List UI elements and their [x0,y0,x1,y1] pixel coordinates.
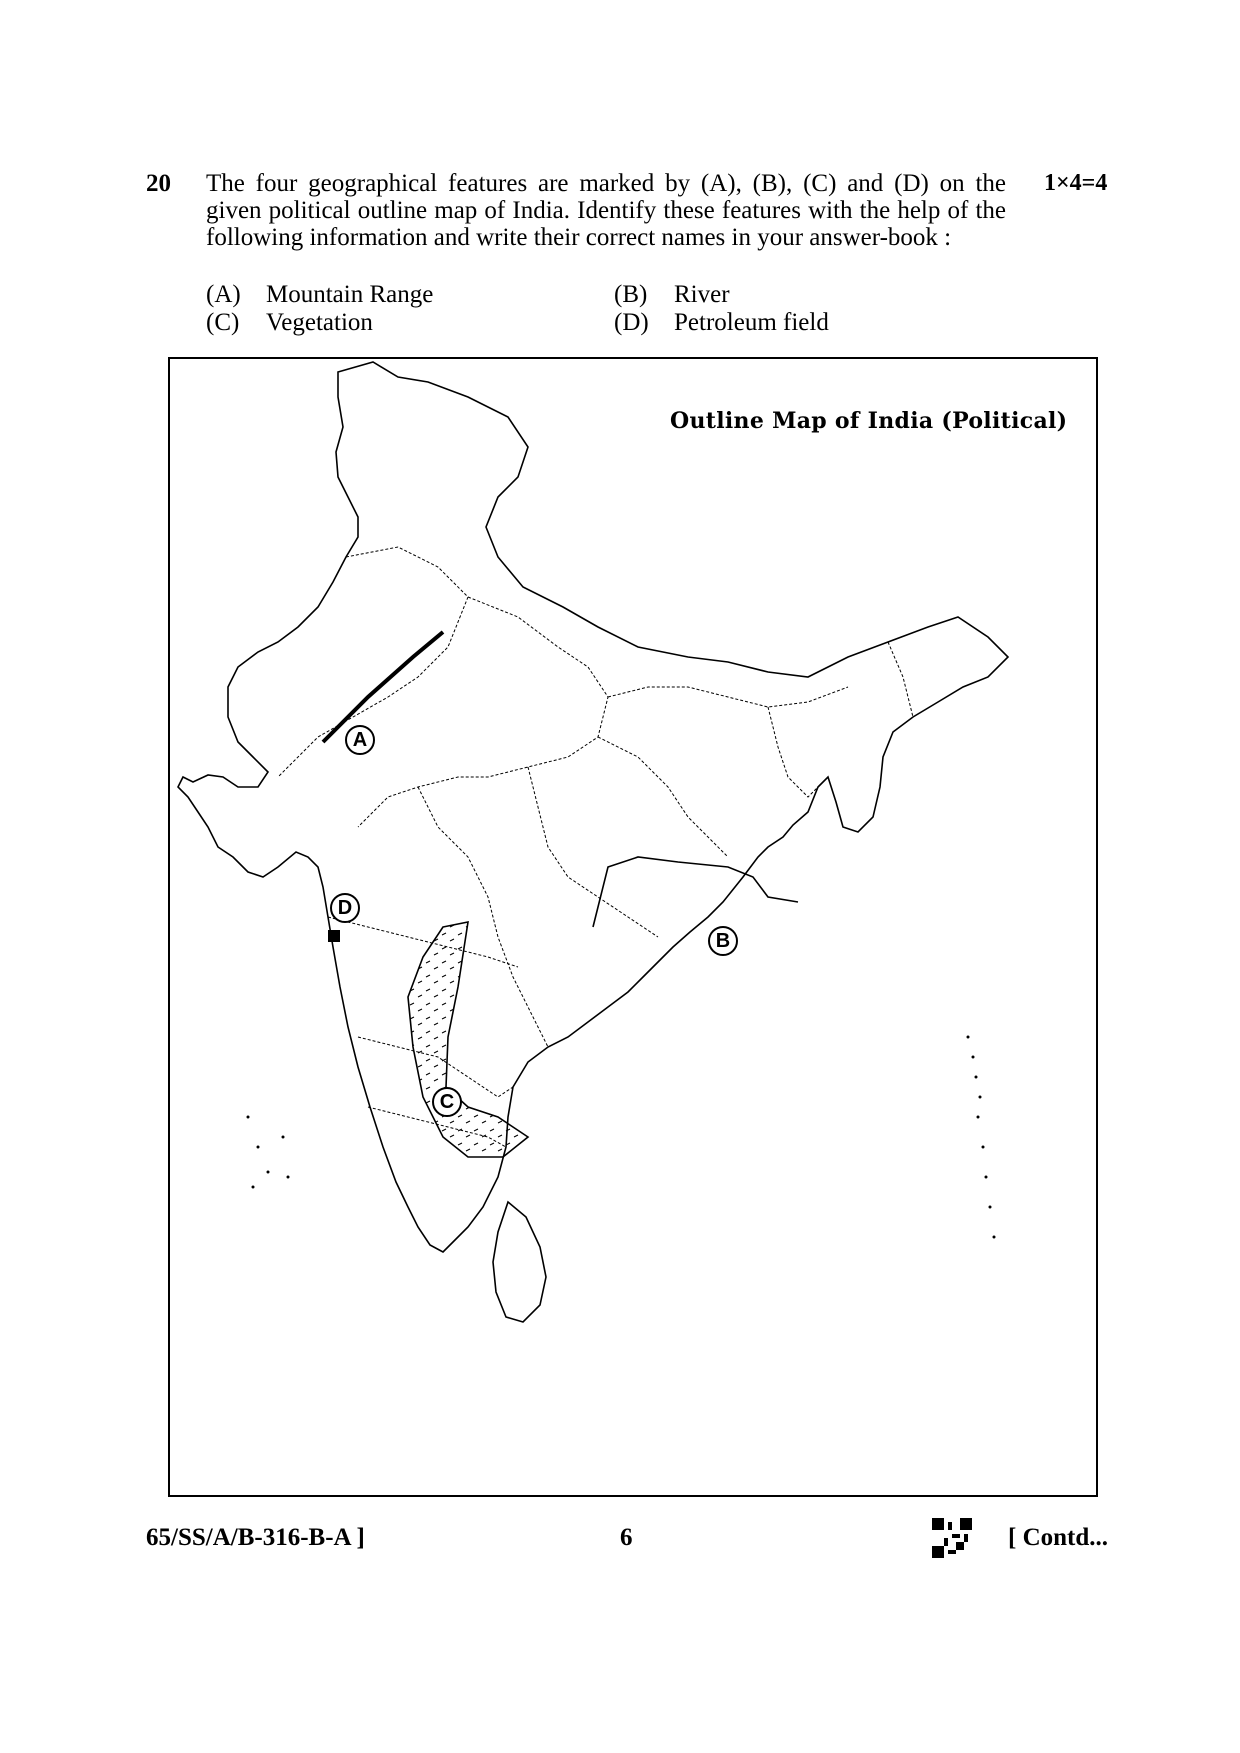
page-number: 6 [620,1524,633,1551]
marker-b: B [708,926,738,956]
option-b [614,281,730,309]
map-title: Outline Map of India (Political) [670,408,1068,434]
option-letter: (A) [206,281,241,308]
feature-b-river-line [593,857,798,927]
option-d [614,309,829,337]
option-letter: (B) [614,281,648,308]
india-outline-map [168,357,1098,1497]
feature-c-vegetation-area [408,922,528,1157]
paper-code: 65/SS/A/B-316-B-A ] [146,1524,365,1551]
option-c [206,309,373,337]
india-boundary [178,362,1008,1252]
continued-label: [ Contd... [1008,1524,1109,1551]
question-text: The four geographical features are marked by (A), (B), (C) and (D) on the given political outline map of India. Identify these features with the help of the following information and write their correct names in your answer-book : [206,170,1006,251]
question-number: 20 [146,170,171,197]
option-letter: (D) [614,309,649,336]
question-marks: 1×4=4 [1044,170,1108,196]
feature-a-mountain-line [323,632,443,742]
option-label: River [674,281,730,308]
option-label: Petroleum field [674,309,829,336]
option-label: Vegetation [266,309,373,336]
marker-d: D [330,893,360,923]
option-a [206,281,433,309]
option-letter: (C) [206,309,240,336]
qr-code-icon [932,1518,972,1558]
feature-d-petroleum-mark [328,930,340,942]
sri-lanka-outline [493,1202,546,1322]
marker-c: C [432,1087,462,1117]
option-label: Mountain Range [266,281,434,308]
marker-a: A [345,725,375,755]
